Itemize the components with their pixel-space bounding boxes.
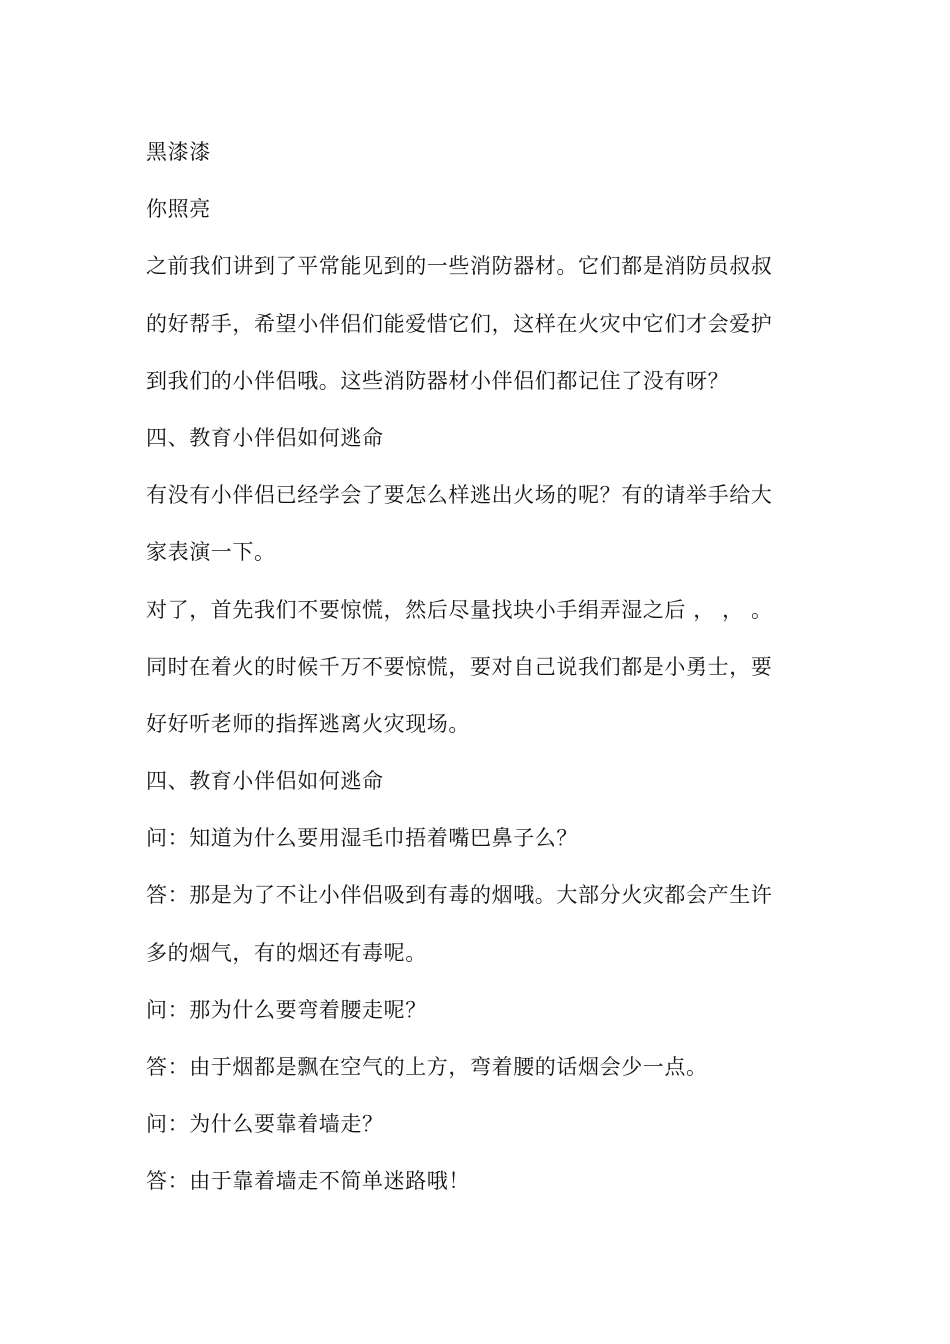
section-heading: 四、教育小伴侣如何逃命 bbox=[146, 425, 384, 450]
paragraph-line: 好好听老师的指挥逃离火灾现场。 bbox=[146, 711, 470, 736]
paragraph-line: 之前我们讲到了平常能见到的一些消防器材。它们都是消防员叔叔 bbox=[146, 254, 773, 279]
text-line: 黑漆漆 bbox=[146, 140, 211, 164]
answer-line: 答：由于烟都是飘在空气的上方，弯着腰的话烟会少一点。 bbox=[146, 1055, 708, 1079]
question-line: 问：那为什么要弯着腰走呢？ bbox=[146, 997, 427, 1022]
paragraph-line: 对了，首先我们不要惊慌，然后尽量找块小手绢弄湿之后 ， ， 。 bbox=[146, 597, 773, 622]
answer-line: 答：由于靠着墙走不简单迷路哦！ bbox=[146, 1169, 470, 1194]
text-line: 你照亮 bbox=[146, 197, 211, 222]
paragraph-line: 家表演一下。 bbox=[146, 540, 276, 565]
question-line: 问：知道为什么要用湿毛巾捂着嘴巴鼻子么？ bbox=[146, 826, 578, 851]
answer-line: 答：那是为了不让小伴侣吸到有毒的烟哦。大部分火灾都会产生许 bbox=[146, 883, 773, 908]
paragraph-line: 同时在着火的时候千万不要惊慌，要对自己说我们都是小勇士，要 bbox=[146, 654, 773, 679]
paragraph-line: 到我们的小伴侣哦。这些消防器材小伴侣们都记住了没有呀？ bbox=[146, 368, 730, 393]
answer-line: 多的烟气，有的烟还有毒呢。 bbox=[146, 940, 427, 965]
paragraph-line: 的好帮手，希望小伴侣们能爱惜它们，这样在火灾中它们才会爱护 bbox=[146, 311, 773, 336]
document-body bbox=[146, 133, 816, 1220]
section-heading: 四、教育小伴侣如何逃命 bbox=[146, 769, 384, 794]
paragraph-line: 有没有小伴侣已经学会了要怎么样逃出火场的呢？有的请举手给大 bbox=[146, 483, 773, 508]
question-line: 问：为什么要靠着墙走？ bbox=[146, 1112, 384, 1137]
